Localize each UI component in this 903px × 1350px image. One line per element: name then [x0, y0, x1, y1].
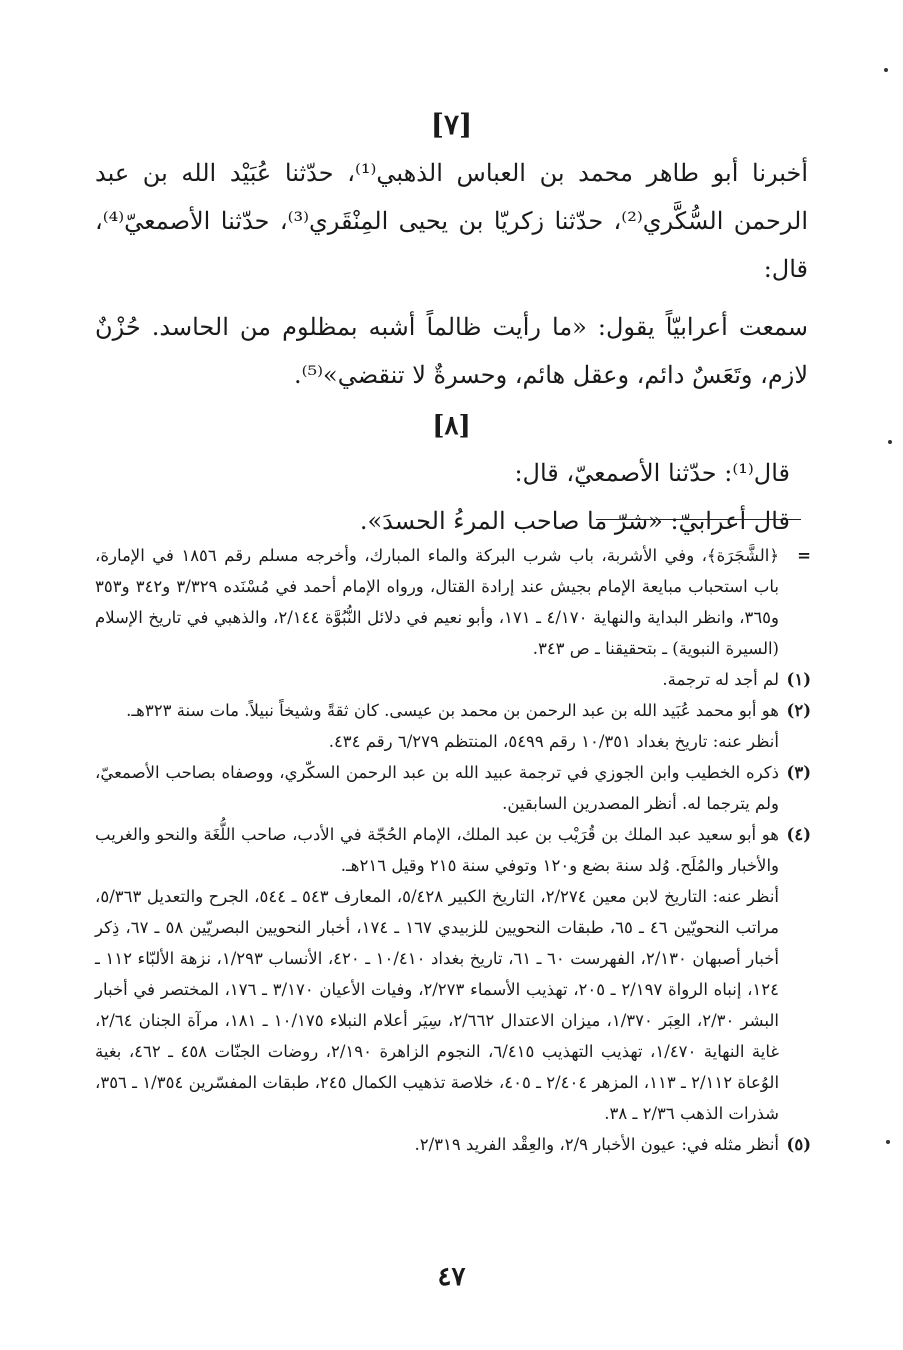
section-7-isnad: أخبرنا أبو طاهر محمد بن العباس الذهبي⁽¹⁾، حدّثنا عُبَيْد الله بن عبد الرحمن السُّكَّري⁽²⁾، حدّثنا زكريّا بن يحيى المِنْقَري⁽³⁾، حدّثنا الأصمعيّ⁽⁴⁾، قال: [95, 159, 808, 283]
footnote-label: (١) [786, 670, 811, 689]
footnotes [95, 540, 811, 1160]
section-7-quote: سمعت أعرابيّاً يقول: «ما رأيت ظالماً أشبه بمظلوم من الحاسد. حُزْنٌ لازم، وتَعَسٌ دائم، وعقل هائم، وحسرةٌ لا تنقضي»⁽⁵⁾. [95, 313, 808, 389]
footnote-label: (٤) [786, 825, 811, 844]
margin-speck [884, 68, 888, 72]
section-8-quote: قال أعرابيّ: «شرّ ما صاحب المرءُ الحسدَ». [359, 507, 790, 535]
footnote-text: هو أبو سعيد عبد الملك بن قُرَيْب بن عبد الملك، الإمام الحُجّة في الأدب، صاحب اللُّغَة والنحو والغريب والأخبار والمُلَح. وُلد سنة بضع و١٢٠ وتوفي سنة ٢١٥ وقيل ٢١٦هـ. [95, 825, 779, 875]
footnote-1 [95, 664, 811, 695]
footnote-text: ﴿الشَّجَرَة﴾، وفي الأشربة، باب شرب البركة والماء المبارك، وأخرجه مسلم رقم ١٨٥٦ في الإمارة، باب استحباب مبايعة الإمام بجيش عند إرادة القتال، ورواه الإمام أحمد في مُسْنَده ٣/٣٢٩ و٣٤٢ و٣٥٣ و٣٦٥، وانظر البداية والنهاية ٤/١٧٠ ـ ١٧١، وأبو نعيم في دلائل النُّبُوَّة ٢/١٤٤، والذهبي في تاريخ الإسلام (السيرة النبوية) ـ بتحقيقنا ـ ص ٣٤٣. [95, 546, 780, 658]
footnote-5 [95, 1129, 811, 1160]
main-text [95, 108, 808, 545]
footnote-divider [596, 519, 801, 520]
footnote-label: = [797, 546, 811, 565]
footnote-text: هو أبو محمد عُبَيد الله بن عبد الرحمن بن محمد بن عيسى. كان ثقةً وشيخاً نبيلاً. مات سنة ٣٢٣هـ. [126, 701, 779, 720]
footnote-label: (٢) [786, 701, 811, 720]
margin-speck [886, 1140, 890, 1144]
page-number: ٤٧ [437, 1262, 466, 1292]
footnote-label: (٥) [786, 1135, 811, 1154]
section-8-isnad: قال⁽¹⁾: حدّثنا الأصمعيّ، قال: [514, 459, 790, 487]
section-number-7: [٧] [430, 108, 473, 141]
section-number-8: [٨] [432, 411, 471, 441]
footnote-text: لم أجد له ترجمة. [662, 670, 779, 689]
footnote-sources: أنظر عنه: تاريخ بغداد ١٠/٣٥١ رقم ٥٤٩٩، المنتظم ٦/٢٧٩ رقم ٤٣٤. [328, 732, 779, 751]
footnote-2 [95, 695, 811, 757]
footnote-4 [95, 819, 811, 1129]
margin-speck [888, 440, 892, 444]
footnote-continuation [95, 540, 811, 664]
footnote-text: أنظر مثله في: عيون الأخبار ٢/٩، والعِقْد الفريد ٢/٣١٩. [414, 1135, 779, 1154]
footnote-text: ذكره الخطيب وابن الجوزي في ترجمة عبيد الله بن عبد الرحمن السكّري، ووصفاه بصاحب الأصمعيّ، ولم يترجما له. أنظر المصدرين السابقين. [95, 763, 779, 813]
footnote-3 [95, 757, 811, 819]
footnote-label: (٣) [786, 763, 811, 782]
footnote-sources: أنظر عنه: التاريخ لابن معين ٢/٢٧٤، التاريخ الكبير ٥/٤٢٨، المعارف ٥٤٣ ـ ٥٤٤، الجرح والتعديل ٥/٣٦٣، مراتب النحويّين ٤٦ ـ ٦٥، طبقات النحويين للزبيدي ١٦٧ ـ ١٧٤، أخبار النحويين البصريّين ٥٨ ـ ٦٧، ذِكر أخبار أصبهان ٢/١٣٠، الفهرست ٦٠ ـ ٦١، تاريخ بغداد ١٠/٤١٠ ـ ٤٢٠، الأنساب ١/٢٩٣، نزهة الألبّاء ١١٢ ـ ١٢٤، إنباه الرواة ٢/١٩٧ ـ ٢٠٥، تهذيب الأسماء ٢/٢٧٣، وفيات الأعيان ٣/١٧٠ ـ ١٧٦، المختصر في أخبار البشر ٢/٣٠، العِبَر ١/٣٧٠، ميزان الاعتدال ٢/٦٦٢، سِيَر أعلام النبلاء ١٠/١٧٥ ـ ١٨١، مرآة الجنان ٢/٦٤، غاية النهاية ١/٤٧٠، تهذيب التهذيب ٦/٤١٥، النجوم الزاهرة ٢/١٩٠، روضات الجنّات ٤٥٨ ـ ٤٦٢، بغية الوُعاة ٢/١١٢ ـ ١١٣، المزهر ٢/٤٠٤ ـ ٤٠٥، خلاصة تذهيب الكمال ٢٤٥، طبقات المفسّرين ١/٣٥٤ ـ ٣٥٦، شذرات الذهب ٢/٣٦ ـ ٣٨. [95, 887, 780, 1123]
